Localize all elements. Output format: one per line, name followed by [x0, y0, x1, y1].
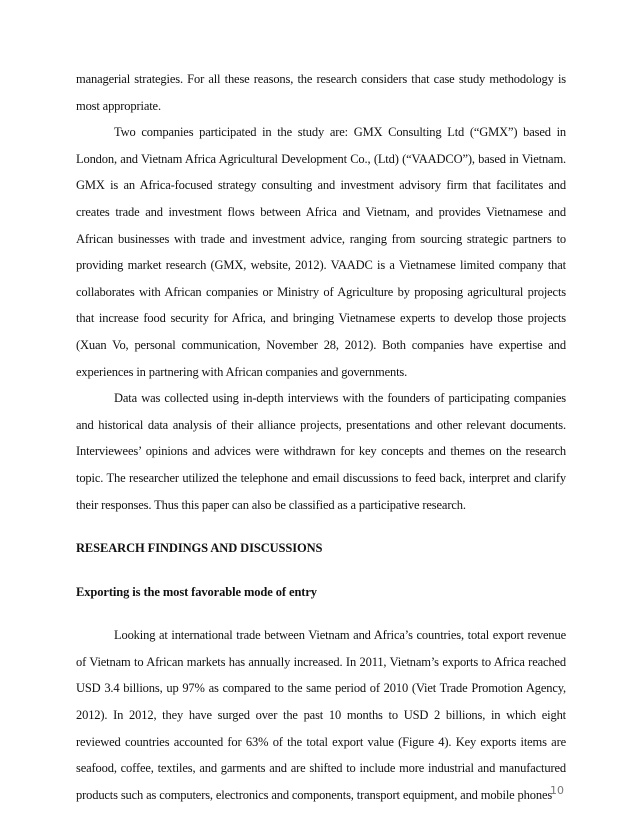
paragraph-participating-companies: Two companies participated in the study are: GMX Consulting Ltd (“GMX”) based in London, and Vietnam Africa Agricultural Development Co., (Ltd) (“VAADCO”), based in Vietnam. GMX is an Africa-focused strategy consulting and investment advisory firm that facilitates and creates trade and investment flows between Africa and Vietnam, and provides Vietnamese and African businesses with trade and investment advice, ranging from sourcing strategic partners to providing market research (GMX, website, 2012). VAADC is a Vietnamese limited company that collaborates with African companies or Ministry of Agriculture by proposing agricultural projects that increase food security for Africa, and bringing Vietnamese experts to develop those projects (Xuan Vo, personal communication, November 28, 2012). Both companies have expertise and experiences in partnering with African companies and governments. — [76, 125, 566, 379]
subsection-spacer — [76, 562, 566, 579]
subsection-heading: Exporting is the most favorable mode of entry — [76, 584, 317, 599]
page-body — [76, 66, 566, 808]
paragraph-data-collection: Data was collected using in-depth interviews with the founders of participating companies and historical data analysis of their alliance projects, presentations and other relevant documents. Interviewees’ opinions and advices were withdrawn for key concepts and themes on the research topic. The researcher utilized the telephone and email discussions to feed back, interpret and clarify their responses. Thus this paper can also be classified as a participative research. — [76, 391, 566, 512]
paragraph-export-revenue: Looking at international trade between Vietnam and Africa’s countries, total export revenue of Vietnam to African markets has annually increased. In 2011, Vietnam’s exports to Africa reached USD 3.4 billions, up 97% as compared to the same period of 2010 (Viet Trade Promotion Agency, 2012). In 2012, they have surged over the past 10 months to USD 2 billions, in which eight reviewed countries accounted for 63% of the total export value (Figure 4). Key exports items are seafood, coffee, textiles, and garments and are shifted to include more industrial and manufactured products such as computers, electronics and components, transport equipment, and mobile phones — [76, 628, 566, 802]
section-spacer — [76, 518, 566, 535]
paragraph-methodology-conclusion: managerial strategies. For all these reasons, the research considers that case study methodology is most appropriate. — [76, 72, 566, 113]
page-number: 10 — [550, 784, 564, 797]
paragraph-spacer — [76, 605, 566, 622]
section-heading: RESEARCH FINDINGS AND DISCUSSIONS — [76, 541, 323, 556]
